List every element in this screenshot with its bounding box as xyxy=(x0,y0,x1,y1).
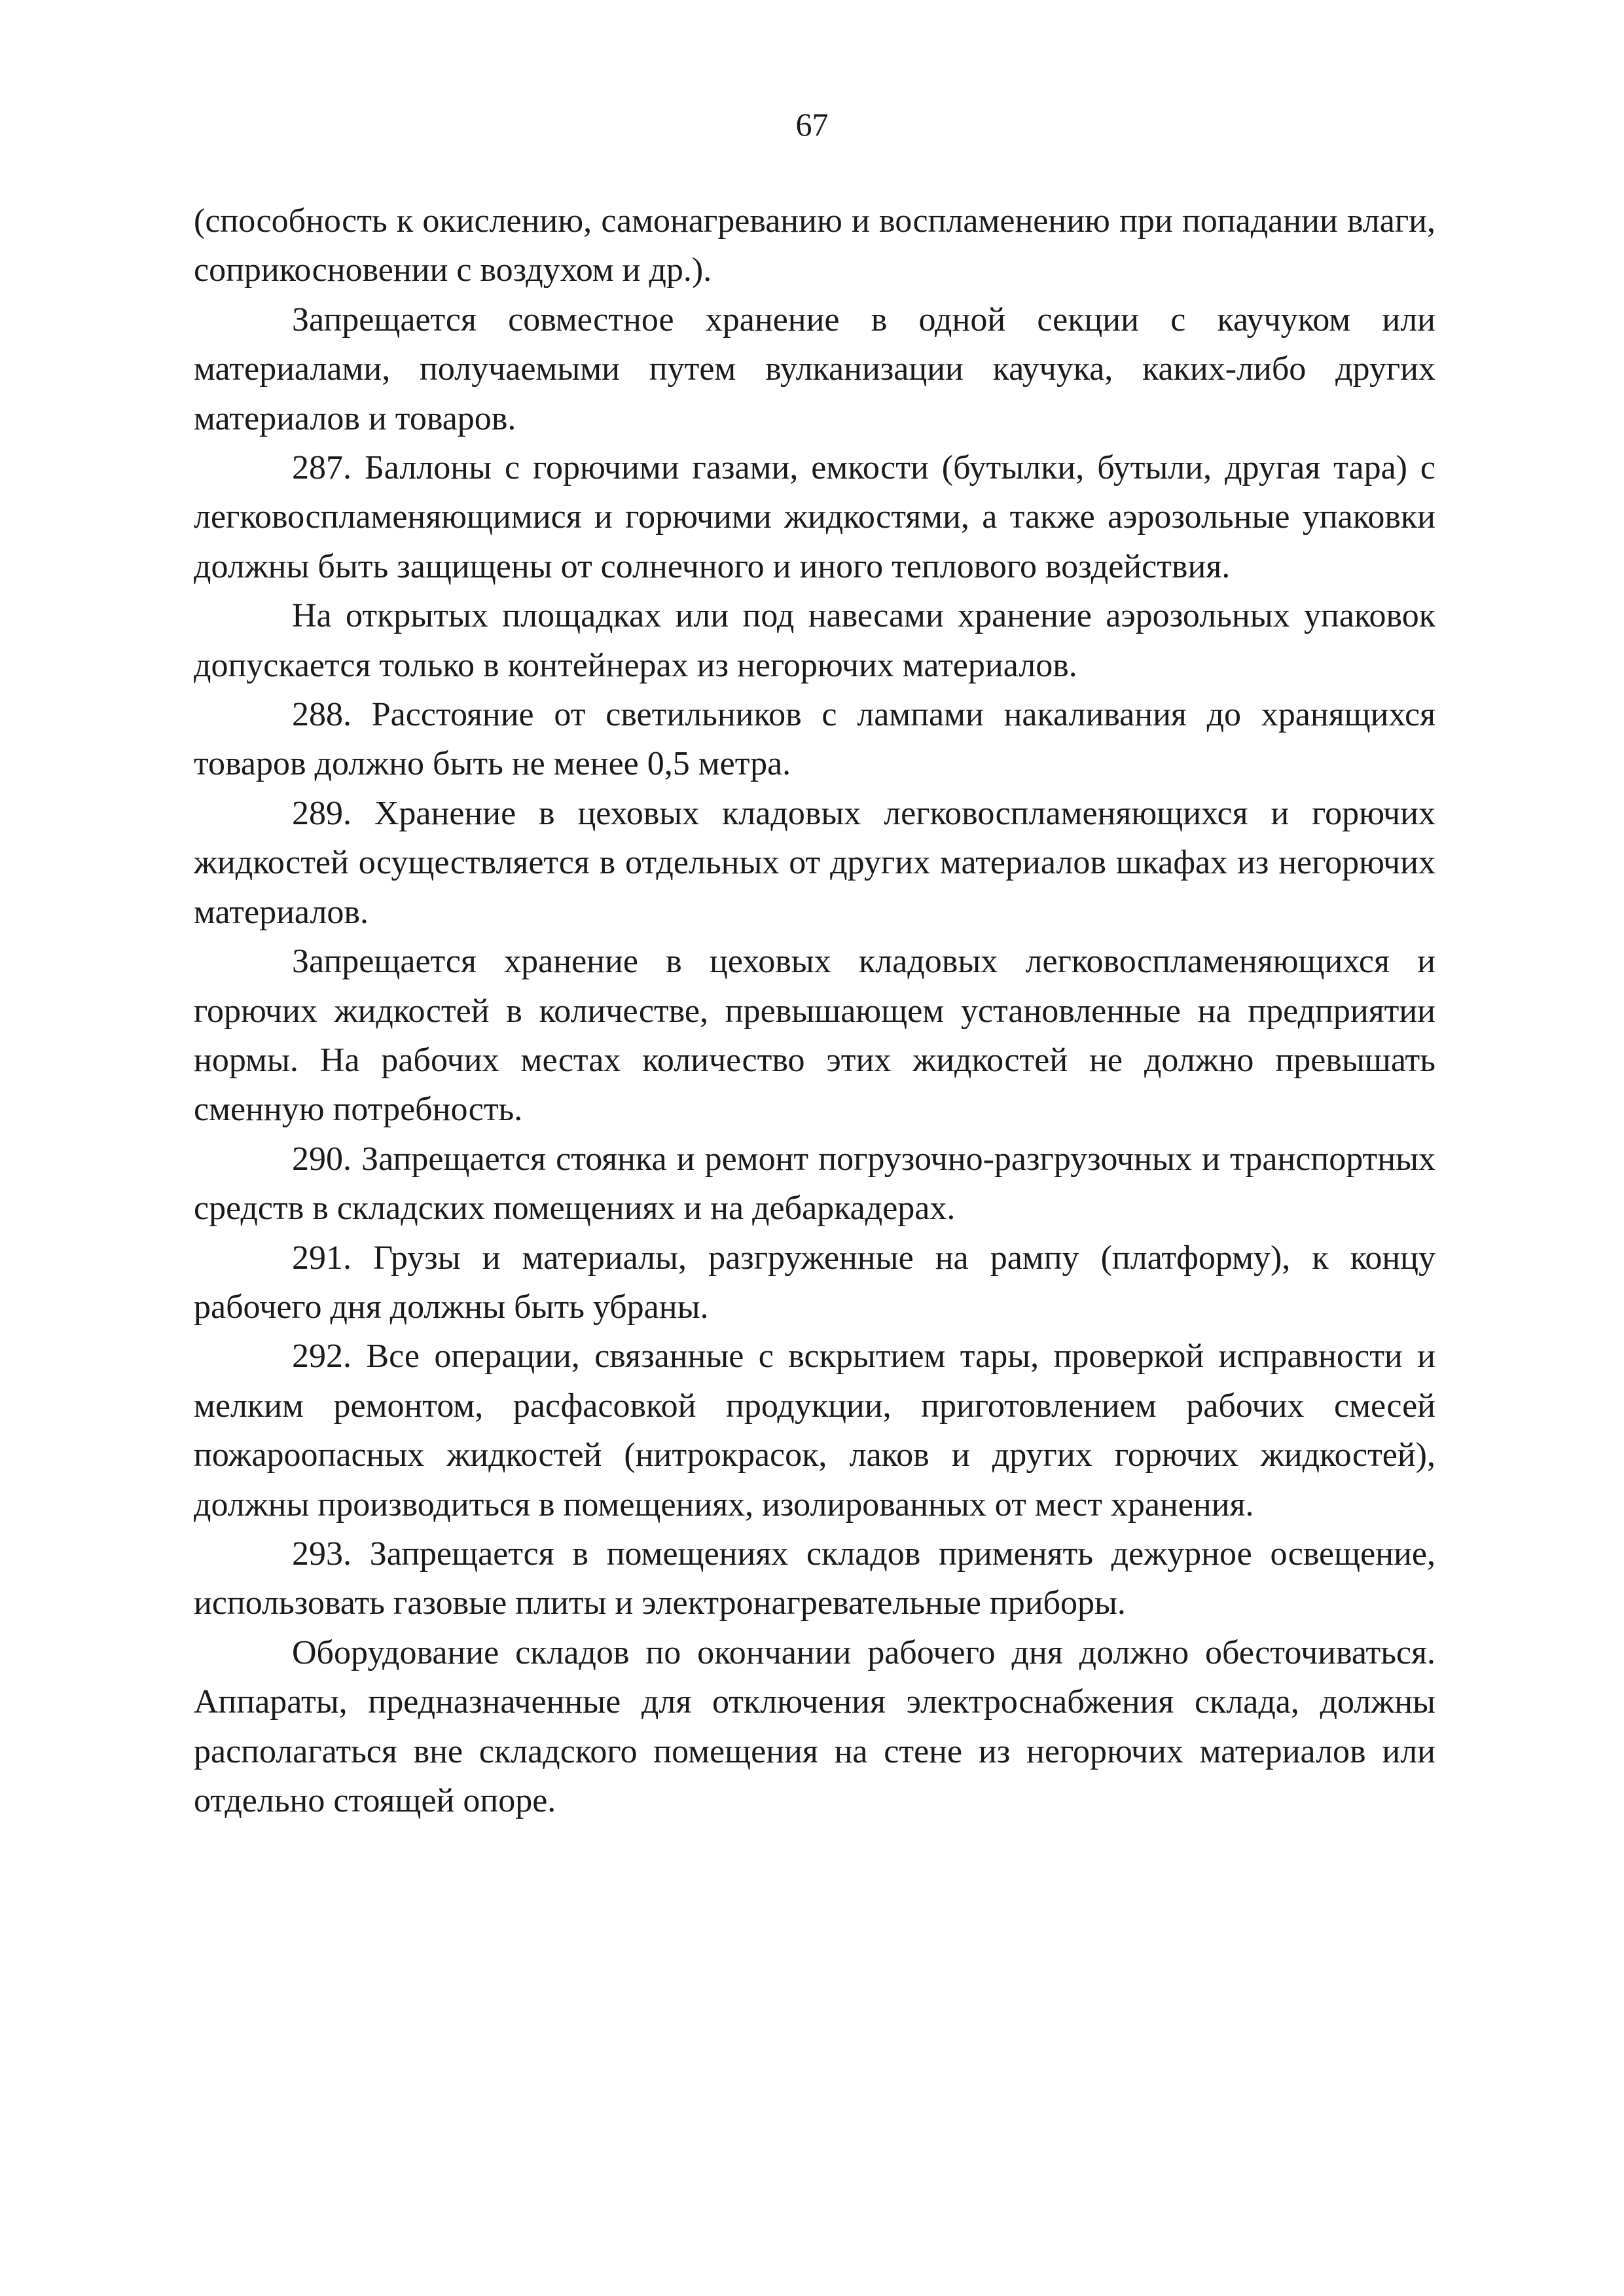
paragraph-rubber-storage: Запрещается совместное хранение в одной секции с каучуком или материалами, получаемыми путем вулканизации каучука, каких-либо других материалов и товаров. xyxy=(194,301,1435,437)
paragraph-workshop-limits: Запрещается хранение в цеховых кладовых легковоспламеняющихся и горючих жидкостей в количестве, превышающем установленные на предприятии нормы. На рабочих местах количество этих жидкостей не должно превышать сменную потребность. xyxy=(194,943,1435,1129)
paragraph-287: 287. Баллоны с горючими газами, емкости (бутылки, бутыли, другая тара) с легковоспламеняющимися и горючими жидкостями, а также аэрозольные упаковки должны быть защищены от солнечного и иного теплового воздействия. xyxy=(194,449,1435,585)
page-number: 67 xyxy=(795,106,829,143)
paragraph-291: 291. Грузы и материалы, разгруженные на рампу (платформу), к концу рабочего дня должны быть убраны. xyxy=(194,1239,1435,1326)
paragraph-289: 289. Хранение в цеховых кладовых легковоспламеняющихся и горючих жидкостей осуществляется в отдельных от других материалов шкафах из негорючих материалов. xyxy=(194,794,1435,931)
paragraph-power-equipment: Оборудование складов по окончании рабочего дня должно обесточиваться. Аппараты, предназначенные для отключения электроснабжения склада, должны располагаться вне складского помещения на стене из негорючих материалов или отдельно стоящей опоре. xyxy=(194,1633,1435,1819)
paragraph-aerosol-storage: На открытых площадках или под навесами хранение аэрозольных упаковок допускается только в контейнерах из негорючих материалов. xyxy=(194,597,1435,684)
paragraph-continuation: (способность к окислению, самонагреванию и воспламенению при попадании влаги, соприкосновении с воздухом и др.). xyxy=(194,202,1435,289)
paragraph-293: 293. Запрещается в помещениях складов применять дежурное освещение, использовать газовые плиты и электронагревательные приборы. xyxy=(194,1535,1435,1622)
document-body xyxy=(194,196,1435,1825)
paragraph-292: 292. Все операции, связанные с вскрытием тары, проверкой исправности и мелким ремонтом, расфасовкой продукции, приготовлением рабочих смесей пожароопасных жидкостей (нитрокрасок, лаков и других горючих жидкостей), должны производиться в помещениях, изолированных от мест хранения. xyxy=(194,1338,1435,1523)
paragraph-290: 290. Запрещается стоянка и ремонт погрузочно-разгрузочных и транспортных средств в складских помещениях и на дебаркадерах. xyxy=(194,1140,1435,1228)
paragraph-288: 288. Расстояние от светильников с лампами накаливания до хранящихся товаров должно быть не менее 0,5 метра. xyxy=(194,696,1435,783)
